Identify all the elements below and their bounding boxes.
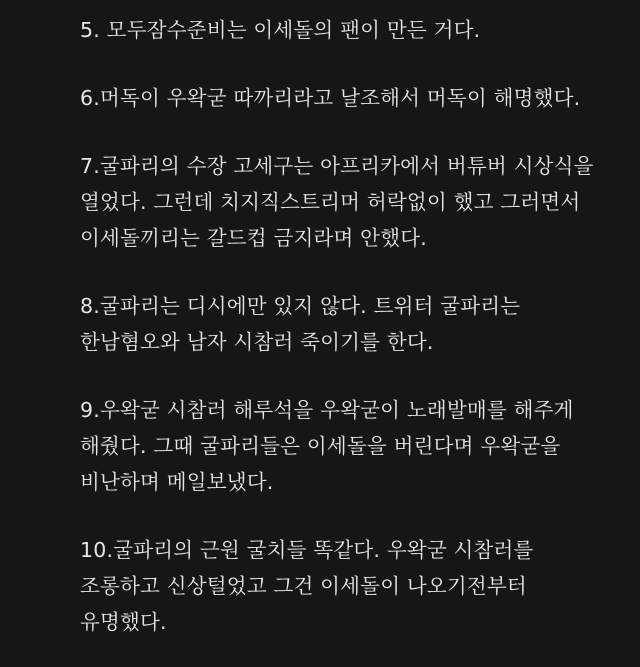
list-item-8 <box>80 288 635 360</box>
list-item-line: 6.머독이 우왁굳 따까리라고 날조해서 머독이 해명했다. <box>80 86 581 110</box>
list-item-line: 9.우왁굳 시참러 해루석을 우왁굳이 노래발매를 해주게 <box>80 398 574 422</box>
post-body <box>80 12 635 640</box>
list-item-line: 5. 모두잠수준비는 이세돌의 팬이 만든 거다. <box>80 18 481 42</box>
list-item-line: 7.굴파리의 수장 고세구는 아프리카에서 버튜버 시상식을 <box>80 154 594 178</box>
list-item-9 <box>80 392 635 500</box>
list-item-10 <box>80 532 635 640</box>
list-item-line: 한남혐오와 남자 시참러 죽이기를 한다. <box>80 330 434 354</box>
list-item-7 <box>80 148 635 256</box>
list-item-line: 비난하며 메일보냈다. <box>80 470 274 494</box>
list-item-line: 이세돌끼리는 갈드컵 금지라며 안했다. <box>80 226 427 250</box>
list-item-line: 조롱하고 신상털었고 그건 이세돌이 나오기전부터 <box>80 574 527 598</box>
list-item-line: 열었다. 그런데 치지직스트리머 허락없이 했고 그러면서 <box>80 190 581 214</box>
list-item-6 <box>80 80 635 116</box>
list-item-5 <box>80 12 635 48</box>
list-item-line: 해줬다. 그때 굴파리들은 이세돌을 버린다며 우왁굳을 <box>80 434 561 458</box>
list-item-line: 8.굴파리는 디시에만 있지 않다. 트위터 굴파리는 <box>80 294 521 318</box>
list-item-line: 유명했다. <box>80 610 167 634</box>
list-item-line: 10.굴파리의 근원 굴치들 똑같다. 우왁굳 시참러를 <box>80 538 534 562</box>
